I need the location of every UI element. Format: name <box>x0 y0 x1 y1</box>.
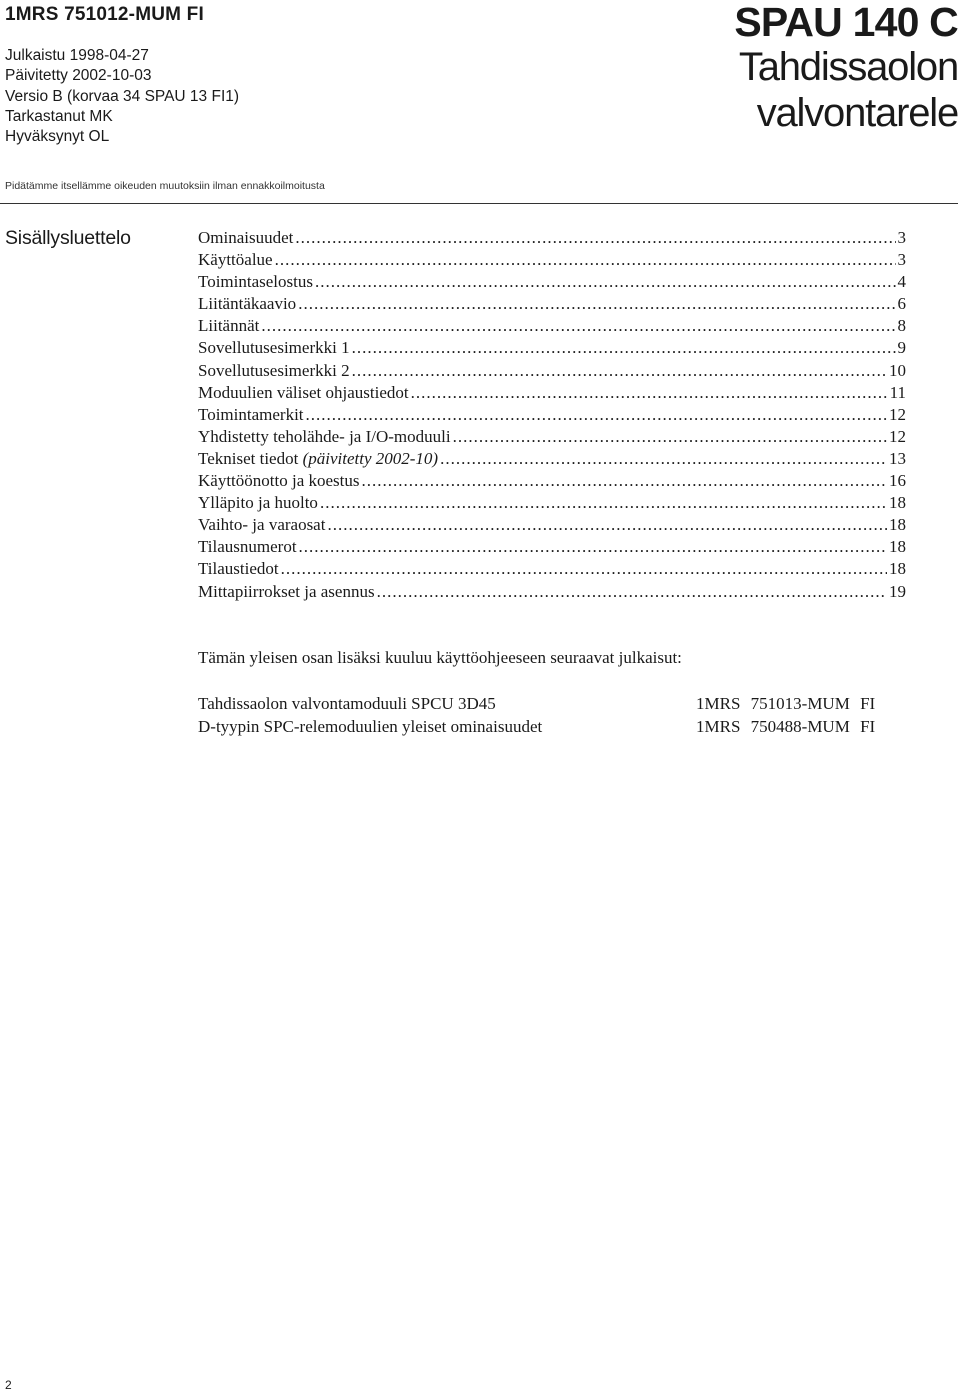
toc-leader-dots <box>299 536 887 558</box>
toc-entry[interactable] <box>198 448 906 470</box>
toc-entry[interactable] <box>198 360 906 382</box>
toc-leader-dots <box>352 337 896 359</box>
toc-entry-title <box>198 536 297 558</box>
toc-entry-title <box>198 271 313 293</box>
toc-leader-dots <box>306 404 887 426</box>
toc-entry[interactable] <box>198 293 906 315</box>
publication-row <box>198 715 906 738</box>
toc-entry-title <box>198 448 438 470</box>
publication-title: D-tyypin SPC-relemoduulien yleiset ominaisuudet <box>198 717 543 736</box>
toc-entry[interactable] <box>198 337 906 359</box>
toc-entry[interactable] <box>198 404 906 426</box>
toc-leader-dots <box>377 581 887 603</box>
toc-leader-dots <box>453 426 887 448</box>
toc-entry-title <box>198 492 318 514</box>
publication-row <box>198 692 906 715</box>
toc-entry-title-text: Sovellutusesimerkki 1 <box>198 338 350 358</box>
toc-entry-title-text: Liitäntäkaavio <box>198 294 297 314</box>
toc-entry-title <box>198 470 359 492</box>
toc-entry[interactable] <box>198 470 906 492</box>
disclaimer: Pidätämme itsellämme oikeuden muutoksiin ilman ennakkoilmoitusta <box>5 180 325 192</box>
toc-entry-title-text: Vaihto- ja varaosat <box>198 515 326 535</box>
toc-entry[interactable] <box>198 227 906 249</box>
toc-entry-title <box>198 581 375 603</box>
product-name-line1: Tahdissaolon <box>738 45 958 89</box>
toc-entry-page: 8 <box>897 316 906 336</box>
product-heading <box>734 0 958 136</box>
toc-entry-page: 18 <box>889 493 906 513</box>
toc-leader-dots <box>352 360 887 382</box>
toc-leader-dots <box>320 492 887 514</box>
toc-entry[interactable] <box>198 492 906 514</box>
page-number: 2 <box>5 1378 12 1392</box>
toc-entry-title <box>198 382 409 404</box>
toc-leader-dots <box>327 514 887 536</box>
toc-entry-title-text: Tilaustiedot <box>198 559 279 579</box>
toc-leader-dots <box>315 271 896 293</box>
publication-title: Tahdissaolon valvontamoduuli SPCU 3D45 <box>198 694 496 713</box>
product-code: SPAU 140 C <box>734 0 958 45</box>
toc-entry-title-text: Liitännät <box>198 316 260 336</box>
toc-entry-page: 12 <box>889 404 906 424</box>
toc-entry-page: 18 <box>889 515 906 535</box>
toc-entry[interactable] <box>198 315 906 337</box>
toc-entry[interactable] <box>198 382 906 404</box>
toc-leader-dots <box>281 558 887 580</box>
toc-title: Sisällysluettelo <box>5 227 131 249</box>
toc-entry-title <box>198 360 350 382</box>
toc-entry-title-text: Ylläpito ja huolto <box>198 493 318 513</box>
toc-entry-page: 10 <box>889 360 906 380</box>
document-id: 1MRS 751012-MUM FI <box>5 4 204 25</box>
toc-entry-page: 12 <box>889 426 906 446</box>
toc-entry-title-text: Yhdistetty teholähde- ja I/O-moduuli <box>198 426 451 446</box>
toc-entry-page: 16 <box>889 471 906 491</box>
updated-date: Päivitetty 2002-10-03 <box>5 67 152 85</box>
toc-entry-title <box>198 558 279 580</box>
toc-entry-page: 6 <box>897 294 906 314</box>
toc-entry-page: 11 <box>889 382 906 402</box>
toc-entry-note: (päivitetty 2002-10) <box>302 448 439 468</box>
document-metadata <box>5 46 239 147</box>
related-publications-intro: Tämän yleisen osan lisäksi kuuluu käyttöohjeeseen seuraavat julkaisut: <box>198 648 682 667</box>
published-date: Julkaistu 1998-04-27 <box>5 47 149 64</box>
toc-entry-title-text: Moduulien väliset ohjaustiedot <box>198 382 409 402</box>
toc-entry-page: 18 <box>889 537 906 557</box>
approved-by: Hyväksynyt OL <box>5 128 110 146</box>
publication-code: 1MRS 750488-MUM FI <box>696 717 876 736</box>
header-divider <box>0 203 958 204</box>
toc-entry[interactable] <box>198 581 906 603</box>
toc-entry-page: 18 <box>889 559 906 579</box>
toc-leader-dots <box>298 293 895 315</box>
toc-entry-title-text: Käyttöalue <box>198 250 273 270</box>
toc-entry-title <box>198 227 293 249</box>
toc-entry[interactable] <box>198 271 906 293</box>
toc-entry-page: 19 <box>889 581 906 601</box>
toc-entry-title <box>198 514 325 536</box>
toc-entry-page: 9 <box>897 338 906 358</box>
toc-leader-dots <box>261 315 895 337</box>
toc-leader-dots <box>275 249 896 271</box>
table-of-contents <box>198 227 906 603</box>
toc-entry-title <box>198 337 350 359</box>
toc-entry-title-text: Toimintaselostus <box>198 272 313 292</box>
toc-entry[interactable] <box>198 536 906 558</box>
toc-entry-page: 3 <box>897 228 906 247</box>
toc-entry-title <box>198 293 296 315</box>
related-publications <box>198 692 906 738</box>
toc-entry[interactable] <box>198 558 906 580</box>
toc-entry-page: 3 <box>897 250 906 270</box>
toc-entry-title <box>198 404 304 426</box>
toc-entry[interactable] <box>198 426 906 448</box>
toc-entry-title-text: Toimintamerkit <box>198 404 304 424</box>
toc-entry-title-text: Sovellutusesimerkki 2 <box>198 360 350 380</box>
toc-entry[interactable] <box>198 249 906 271</box>
toc-leader-dots <box>440 448 887 470</box>
toc-leader-dots <box>361 470 887 492</box>
toc-entry-title-text: Käyttöönotto ja koestus <box>198 471 360 491</box>
toc-entry-title <box>198 315 259 337</box>
toc-entry-title-text: Tekniset tiedot <box>198 448 299 468</box>
product-name-line2: valvontarele <box>756 91 958 135</box>
toc-entry[interactable] <box>198 514 906 536</box>
toc-entry-page: 13 <box>889 448 906 468</box>
version: Versio B (korvaa 34 SPAU 13 FI1) <box>5 87 240 105</box>
publication-code: 1MRS 751013-MUM FI <box>696 694 876 713</box>
checked-by: Tarkastanut MK <box>5 107 113 125</box>
toc-entry-title <box>198 249 273 271</box>
toc-entry-title <box>198 426 451 448</box>
toc-leader-dots <box>295 227 895 249</box>
toc-entry-title-text: Ominaisuudet <box>198 228 294 247</box>
toc-entry-page: 4 <box>897 272 906 292</box>
toc-entry-title-text: Tilausnumerot <box>198 537 297 557</box>
toc-entry-title-text: Mittapiirrokset ja asennus <box>198 581 375 601</box>
toc-leader-dots <box>411 382 888 404</box>
